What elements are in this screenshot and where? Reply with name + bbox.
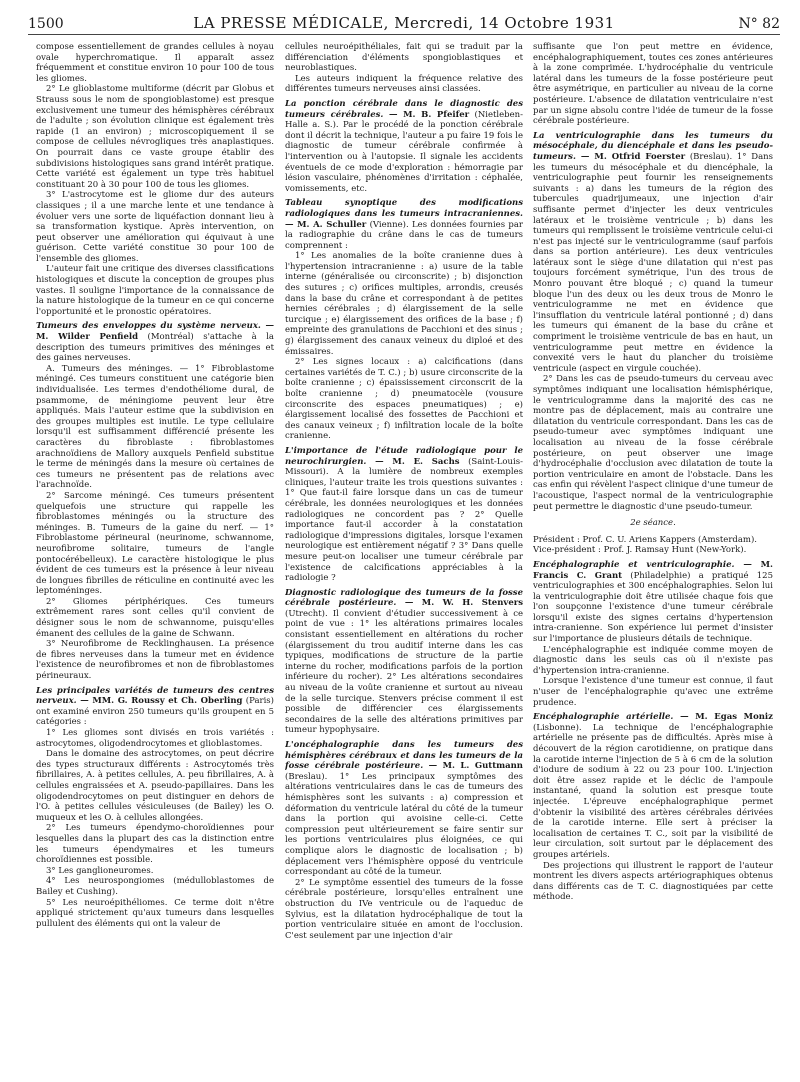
section-title: Les principales variétés de tumeurs des centres nerveux. [36,685,274,707]
column-3 [533,42,773,1072]
body-paragraph: 5° Les neuroépithéliomes. Ce terme doit n'être appliqué strictement qu'aux tumeurs dans lesquelles pullulent des éléments qui ont la valeur de [36,897,274,929]
body-paragraph: 3° L'astrocytome est le gliome dur des auteurs classiques ; il a une marche lente et une tendance à évoluer vers une sorte de liquéfaction donnant lieu à sa transformation kystique. Après intervention, on peut observer une amélioration qui équivaut à une guérison. Cette variété constitue 30 pour 100 de l'ensemble des gliomes. [36,190,274,264]
section-text: (Utrecht). Il convient d'étudier successivement à ce point de vue : 1° les altérations primaires locales consistant essentiellement en altérations du rocher (élargissement du trou auditif interne dans les cas typiques, modifications de structure de la partie interne du rocher, modifications parfois de la portion inférieure du rocher). 2° Les altérations secondaires au niveau de la voûte cranienne et surtout au niveau de la selle turcique. Stenvers précise comment il est possible de différencier ces élargissements secondaires de la selle des altérations primitives par tumeur hypophysaire. [285,608,523,736]
section-title: La ponction cérébrale dans le diagnostic des tumeurs cérébrales. [285,98,523,120]
column-1 [36,42,274,1072]
body-paragraph: 2° Les tumeurs épendymo-choroïdiennes pour lesquelles dans la plupart des cas la distinction entre les tumeurs épendymaires et les tumeurs choroïdiennes est possible. [36,823,274,866]
section-paragraph [285,198,523,251]
header-rule [28,34,780,35]
session-officer: Vice-président : Prof. J. Ramsay Hunt (New-York). [533,545,747,556]
body-paragraph: L'encéphalographie est indiquée comme moyen de diagnostic dans les seuls cas où il n'existe pas d'hypertension intra-cranienne. [533,644,773,676]
section-author: — M. Otfrid Foerster [580,151,686,162]
section-text: (Saint-Louis-Missouri). A la lumière de nombreux exemples cliniques, l'auteur traite les trois questions suivantes : 1° Que faut-il faire lorsque dans un cas de tumeur cérébrale, les données neurologiques et les données radiologiques ne concordent pas ? 2° Quelle importance faut-il accorder à la constatation radiologique d'impressions digitales, lorsque l'examen neurologique est entièrement négatif ? 3° Dans quelle mesure peut-on localiser une tumeur cérébrale par l'existence de calcifications appréciables à la radiologie ? [285,456,523,584]
section-text: (Paris) ont examiné environ 250 tumeurs qu'ils groupent en 5 catégories : [36,696,274,728]
section-paragraph [285,588,523,736]
body-paragraph: 1° Les gliomes sont divisés en trois variétés : astrocytomes, oligodendrocytomes et glioblastomes. [36,728,274,749]
section-title: Diagnostic radiologique des tumeurs de la fosse cérébrale postérieure. [285,587,523,609]
section-paragraph [285,99,523,194]
column-2 [285,42,523,1072]
body-paragraph: 4° Les neurospongiomes (médulloblastomes de Bailey et Cushing). [36,876,274,897]
body-paragraph: A. Tumeurs des méninges. — 1° Fibroblastome méningé. Ces tumeurs constituent une catégorie bien individualisée. Les termes d'endothéliome dural, de psammome, de méningiome peuvent leur être appliqués. Mais l'auteur estime que la subdivision en des groupes multiples est inutile. Le type cellulaire lorsqu'il est suffisamment différencié présente les caractères du fibroblaste : fibroblastomes arachnoïdiens de Mallory auxquels Penfield substitue le terme de méningés dans la mesure où certaines de ces tumeurs ne présentent pas de relations avec l'arachnoïde. [36,363,274,491]
section-text: (Philadelphie) a pratiqué 125 ventriculographies et 300 encéphalographies. Selon lui la ventriculographie doit être utilisée chaque fois que l'on soupçonne l'existence d'une tumeur cérébrale lorsqu'il existe des signes certains d'hypertension intra-cranienne. Son expérience lui permet d'insister sur l'importance de plusieurs détails de technique. [533,570,773,645]
body-paragraph: Des projections qui illustrent le rapport de l'auteur montrent les divers aspects artériographiques obtenus dans différents cas de T. C. diagnostiquées par cette méthode. [533,860,773,903]
section-text: (Nietleben-Halle a. S.). Par le procédé de la ponction cérébrale dont il décrit la technique, l'auteur a pu faire 19 fois le diagnostic de tumeur cérébrale confirmée à l'intervention ou à l'autopsie. Il signale les accidents éventuels de ce mode d'exploration : hémorragie par lésion vasculaire, phénomènes d'irritation : céphalée, vomissements, etc. [285,109,523,194]
section-title: Tableau synoptique des modifications radiologiques dans les tumeurs intracraniennes. [285,198,523,219]
section-title: L'oncéphalographie dans les tumeurs des hémisphères cérébraux et dans les tumeurs de la fosse cérébrale postérieure. [285,740,523,772]
issue-number: N° 82 [738,16,780,32]
body-paragraph: 3° Les ganglioneuromes. [46,865,154,876]
section-author: — M. E. Sachs [375,456,460,467]
section-title: La ventriculographie dans les tumeurs du mésocéphale, du diencéphale et dans les pseudo-tumeurs. [533,130,773,162]
section-paragraph [285,740,523,878]
body-paragraph: 1° Les anomalies de la boîte cranienne dues à l'hypertension intracranienne : a) usure de la table interne (généralisée ou circonscrite) ; b) disjonction des sutures ; c) orifices multiples, arrondis, creusés dans la base du crâne et correspondant à de petites hernies cérébrales ; d) élargissement de la selle turcique ; e) élargissement des orifices de la base ; f) empreinte des granulations de Pacchioni et des sinus ; g) élargissement des canaux veineux du diploé et des émissaires. [285,251,523,357]
section-paragraph [533,712,773,860]
body-paragraph: Dans le domaine des astrocytomes, on peut décrire des types structuraux différents : Astrocytomés très fibrillaires, A. à petites cellules, A. peu fibrillaires, A. à cellules engraissées et A. pseudo-papillaires. Dans les oligodendrocytomes on peut distinguer en dehors de l'O. à petites cellules vésiculeuses (de Bailey) les O. muqueux et les O. à cellules allongées. [36,749,274,823]
page-header [28,6,780,32]
section-author: — M. A. Schuller [285,219,367,230]
body-paragraph: 2° Le glioblastome multiforme (décrit par Globus et Strauss sous le nom de spongioblastome) est presque exclusivement une tumeur des hémisphères cérébraux de l'adulte ; son évolution clinique est également très rapide (1 an environ) ; microscopiquement il se compose de cellules névrogliques très anaplastiques. On pourrait dans ce vaste groupe établir des subdivisions histologiques sans grand intérêt pratique. Cette variété est également un type très habituel constituant 20 à 30 pour 100 de tous les gliomes. [36,84,274,190]
section-author: — M. B. Pfeifer [389,109,470,120]
body-paragraph: 2° Les signes locaux : a) calcifications (dans certaines variétés de T. C.) ; b) usure circonscrite de la boîte cranienne ; c) épaississement circonscrit de la boîte cranienne ; d) pneumatocèle (vousure circonscrite des espaces pneumatiques) ; e) élargissement localisé des fossettes de Pacchioni et des canaux veineux ; f) infiltration locale de la boîte cranienne. [285,357,523,442]
section-text: (Lisbonne). La technique de l'encéphalographie artérielle ne présente pas de difficultés. Après mise à découvert de la région carotidienne, on pratique dans la carotide interne l'injection de 5 à 6 cm de la solution d'iodure de sodium à 22 ou 23 pour 100. L'injection doit être assez rapide et le déclic de l'ampoule instantané, quand la solution est presque toute injectée. L'épreuve encéphalographique permet d'obtenir la visibilité des artères cérébrales dérivées de la carotide interne. Elle sert à préciser la localisation de certaines T. C., soit par la visibilité de leur circulation, soit surtout par le déplacement des groupes artériels. [533,722,773,860]
body-paragraph: compose essentiellement de grandes cellules à noyau ovale hyperchromatique. Il apparaît assez fréquemment et constitue environ 10 pour 100 de tous les gliomes. [36,42,274,84]
journal-title: LA PRESSE MÉDICALE, Mercredi, 14 Octobre 1931 [193,14,615,32]
section-paragraph [533,560,773,645]
session-officer: Président : Prof. C. U. Ariens Kappers (Amsterdam). [533,534,757,545]
section-author: — M. Egas Moniz [680,712,773,723]
body-paragraph: 2° Le symptôme essentiel des tumeurs de la fosse cérébrale postérieure, lorsqu'elles entraînent une obstruction du IVe ventricule ou de l'aqueduc de Sylvius, est la dilatation hydrocéphalique de tout la portion ventriculaire située en amont de l'occlusion. C'est seulement par une injection d'air [285,877,523,941]
section-paragraph [36,321,274,363]
body-paragraph: cellules neuroépithéliales, fait qui se traduit par la différenciation d'éléments spongioblastiques et neuroblastiques. [285,42,523,74]
section-paragraph [285,446,523,584]
page-number: 1500 [28,16,64,32]
section-text: (Vienne). Les données fournies par la radiographie du crâne dans le cas de tumeurs comprennent : [285,219,523,251]
body-paragraph: L'auteur fait une critique des diverses classifications histologiques et discute la conception de groupes plus vastes. Il souligne l'importance de la connaissance de la nature histologique de la tumeur en ce qui concerne l'opportunité et le pronostic opératoires. [36,264,274,317]
section-paragraph [533,131,773,375]
session-heading: 2e séance. [630,518,676,529]
body-paragraph: 2° Gliomes périphériques. Ces tumeurs extrêmement rares sont celles qu'il convient de désigner sous le nom de schwannome, puisqu'elles émanent des cellules de la gaine de Schwann. [36,596,274,639]
section-author: — M. Wilder Penfield [36,321,274,343]
body-paragraph: 3° Neurofibrome de Recklinghausen. La présence de fibres nerveuses dans la tumeur met en évidence l'existence de neurofibromes et non de fibroblastomes périneuraux. [36,639,274,682]
section-text: (Montréal) s'attache à la description des tumeurs primitives des méninges et des gaines nerveuses. [36,332,274,364]
body-paragraph: 2° Dans les cas de pseudo-tumeurs du cerveau avec symptômes indiquant une localisation hémisphérique, le ventriculogramme dans la majorité des cas ne montre pas de déplacement, mais au contraire une dilatation du ventricule correspondant. Dans les cas de pseudo-tumeur avec symptômes indiquant une localisation au niveau de la fosse cérébrale postérieure, on peut observer une image d'hydrocéphalie d'occlusion avec dilatation de toute la portion ventriculaire en amont de l'obstacle. Dans les cas enfin qui révèlent l'aspect clinique d'une tumeur de l'acoustique, l'aspect normal de la ventriculographie peut permettre le diagnostic d'une pseudo-tumeur. [533,374,773,512]
section-author: — M. L. Guttmann [428,761,523,772]
body-paragraph: suffisante que l'on peut mettre en évidence, encéphalographiquement, toutes ces zones antérieures à la zone comprimée. L'hydrocéphalie du ventricule latéral dans les tumeurs de la fosse postérieure peut être asymétrique, en particulier au niveau de la corne postérieure. L'absence de dilatation ventriculaire n'est par un signe absolu contre l'idée de tumeur de la fosse cérébrale postérieure. [533,42,773,127]
section-title: L'importance de l'étude radiologique pour le neurochirurgien. [285,445,523,467]
section-author: — M. Francis C. Grant [533,559,773,581]
section-text: (Breslau). 1° Les principaux symptômes des altérations ventriculaires dans le cas de tumeurs des hémisphères sont les suivants : a) compression et déformation du ventricule latéral du côté de la tumeur dans la portion qui avoisine celle-ci. Cette compression peut ultérieurement se faire sentir sur les portions ventriculaires plus éloignées, ce qui complique alors le diagnostic de localisation ; b) déplacement vers l'hémisphère opposé du ventricule correspondant au côté de la tumeur. [285,771,523,878]
section-title: Encéphalographie et ventriculographie. [533,559,735,570]
section-paragraph [36,686,274,728]
body-paragraph: Lorsque l'existence d'une tumeur est connue, il faut n'user de l'encéphalographie qu'avec une extrême prudence. [533,676,773,708]
body-paragraph: 2° Sarcome méningé. Ces tumeurs présentent quelquefois une structure qui rappelle les fibroblastomes méningés ou la structure des méninges. B. Tumeurs de la gaine du nerf. — 1° Fibroblastome périneural (neurinome, schwannome, neurofibrome solitaire, tumeurs de l'angle pontocérébelleux). Le caractère histologique le plus évident de ces tumeurs est la présence à leur niveau de longues fibrilles de réticuline en continuité avec les leptoméninges. [36,490,274,597]
section-author: — MM. G. Roussy et Ch. Oberling [80,696,243,707]
section-title: Tumeurs des enveloppes du système nerveux. [36,321,261,332]
section-title: Encéphalographie artérielle. [533,712,674,723]
section-text: (Breslau). 1° Dans les tumeurs du mésocéphale et du diencéphale, la ventriculographie peut fournir les renseignements suivants : a) dans les tumeurs de la région des tubercules quadrijumeaux, une injection d'air suffisante permet d'injecter les deux ventricules latéraux et le troisième ventricule ; b) dans les tumeurs qui remplissent le troisième ventricule celui-ci n'est pas injecté sur le ventriculogramme (sauf parfois dans sa portion antérieure). Les deux ventricules latéraux sont le siège d'une dilatation qui n'est pas toujours forcément symétrique, l'un des trous de Monro pouvant être bloqué ; c) quand la tumeur bloque l'un des deux ou les deux trous de Monro le ventriculogramme ne met en évidence que l'insufflation du ventricule latéral pontionné ; d) dans les tumeurs qui émanent de la base du crâne et compriment le troisième ventricule de bas en haut, un ventriculogramme peut mettre en évidence la convexité vers le haut du plancher du troisième ventricule (aspect en virgule couchée). [533,151,773,374]
section-author: — M. W. H. Stenvers [404,598,523,609]
body-paragraph: Les auteurs indiquent la fréquence relative des différentes tumeurs nerveuses ainsi classées. [285,73,523,95]
